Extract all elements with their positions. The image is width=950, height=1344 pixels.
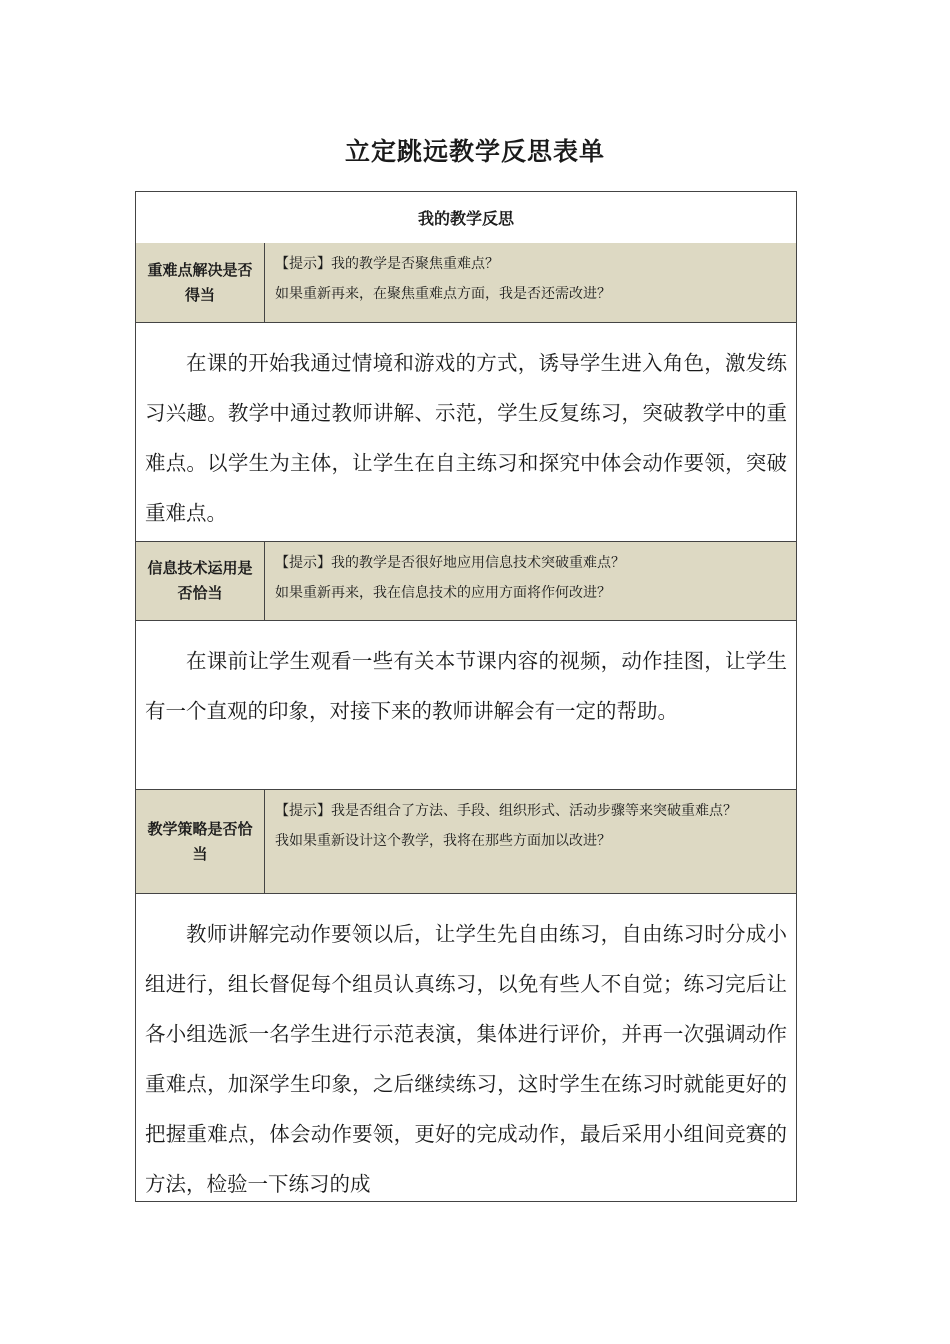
hint-line: 如果重新再来，我在信息技术的应用方面将作何改进？ — [275, 585, 611, 601]
hint-line: 【提示】我的教学是否很好地应用信息技术突破重难点？ — [275, 555, 625, 571]
prompt-label: 重难点解决是否得当 — [136, 243, 265, 322]
prompt-row-key-points — [136, 243, 796, 323]
answer-text: 在课的开始我通过情境和游戏的方式，诱导学生进入角色，激发练习兴趣。教学中通过教师讲解、示范，学生反复练习，突破教学中的重难点。以学生为主体，让学生在自主练习和探究中体会动作要领，突破重难点。 — [145, 351, 787, 525]
hint-line: 【提示】我的教学是否聚焦重难点？ — [275, 256, 499, 272]
answer-row-info-tech — [136, 621, 796, 790]
prompt-row-info-tech — [136, 542, 796, 621]
hint-line: 我如果重新设计这个教学，我将在那些方面加以改进？ — [275, 833, 611, 849]
reflection-table — [135, 191, 797, 1202]
prompt-hint — [275, 253, 788, 305]
hint-line: 【提示】我是否组合了方法、手段、组织形式、活动步骤等来突破重难点？ — [275, 803, 737, 819]
prompt-hint — [275, 800, 788, 852]
answer-row-key-points — [136, 323, 796, 542]
table-header: 我的教学反思 — [136, 192, 796, 244]
answer-row-strategy — [136, 894, 796, 1202]
hint-line: 如果重新再来，在聚焦重难点方面，我是否还需改进？ — [275, 286, 611, 302]
prompt-hint — [275, 552, 788, 604]
prompt-label: 信息技术运用是否恰当 — [136, 542, 265, 620]
prompt-row-strategy — [136, 790, 796, 894]
prompt-label: 教学策略是否恰当 — [136, 790, 265, 893]
answer-text: 教师讲解完动作要领以后，让学生先自由练习，自由练习时分成小组进行，组长督促每个组员认真练习，以免有些人不自觉；练习完后让各小组选派一名学生进行示范表演，集体进行评价，并再一次强调动作重难点，加深学生印象，之后继续练习，这时学生在练习时就能更好的把握重难点，体会动作要领，更好的完成动作，最后采用小组间竞赛的方法，检验一下练习的成 — [145, 922, 787, 1196]
page-title: 立定跳远教学反思表单 — [344, 137, 605, 166]
answer-text: 在课前让学生观看一些有关本节课内容的视频，动作挂图，让学生有一个直观的印象，对接下来的教师讲解会有一定的帮助。 — [145, 649, 787, 723]
